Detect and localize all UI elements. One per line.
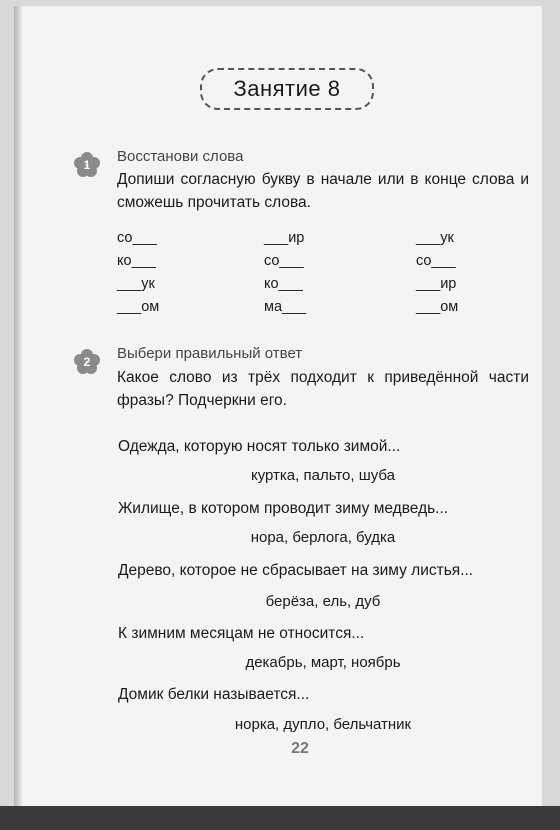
word-blank[interactable]: ___ом: [117, 299, 160, 315]
word-blank[interactable]: ___ом: [416, 299, 459, 315]
options-1[interactable]: куртка, пальто, шуба: [250, 467, 396, 484]
options-3[interactable]: берёза, ель, дуб: [265, 593, 381, 610]
word-blank[interactable]: ___ир: [264, 230, 305, 246]
word-blank[interactable]: ко___: [264, 276, 303, 292]
question-3: Дерево, которое не сбрасывает на зиму листья...: [118, 562, 474, 579]
word-blank[interactable]: ___ир: [416, 276, 457, 292]
page-spine-shadow: [14, 6, 22, 806]
task-1-flower-icon: [74, 152, 100, 178]
task-2-instruction: Какое слово из трёх подходит к приведённой части фразы? Подчеркни его.: [117, 369, 529, 409]
word-blank[interactable]: ___ук: [416, 230, 454, 246]
word-blank[interactable]: ___ук: [117, 276, 155, 292]
word-blank[interactable]: ма___: [264, 299, 307, 315]
page-bottom-edge: [0, 806, 560, 830]
task-2-title: Выбери правильный ответ: [117, 345, 303, 362]
word-blank[interactable]: со___: [117, 230, 157, 246]
question-5: Домик белки называется...: [118, 686, 310, 703]
task-1-title: Восстанови слова: [117, 148, 244, 165]
task-2-number: 2: [83, 355, 91, 369]
task-2-flower-icon: [74, 349, 100, 375]
question-1: Одежда, которую носят только зимой...: [118, 438, 401, 455]
task-1-instruction: Допиши согласную букву в начале или в конце слова и сможешь прочитать слова.: [117, 171, 529, 211]
question-2: Жилище, в котором проводит зиму медведь...: [118, 500, 449, 517]
page-number: 22: [291, 740, 309, 757]
options-2[interactable]: нора, берлога, будка: [250, 529, 396, 546]
options-4[interactable]: декабрь, март, ноябрь: [245, 654, 401, 671]
word-blank[interactable]: со___: [264, 253, 304, 269]
question-4: К зимним месяцам не относится...: [118, 625, 365, 642]
word-blank[interactable]: ко___: [117, 253, 156, 269]
task-1-number: 1: [83, 158, 91, 172]
word-blank[interactable]: со___: [416, 253, 456, 269]
lesson-title: Занятие 8: [200, 68, 374, 110]
options-5[interactable]: норка, дупло, бельчатник: [234, 716, 412, 733]
